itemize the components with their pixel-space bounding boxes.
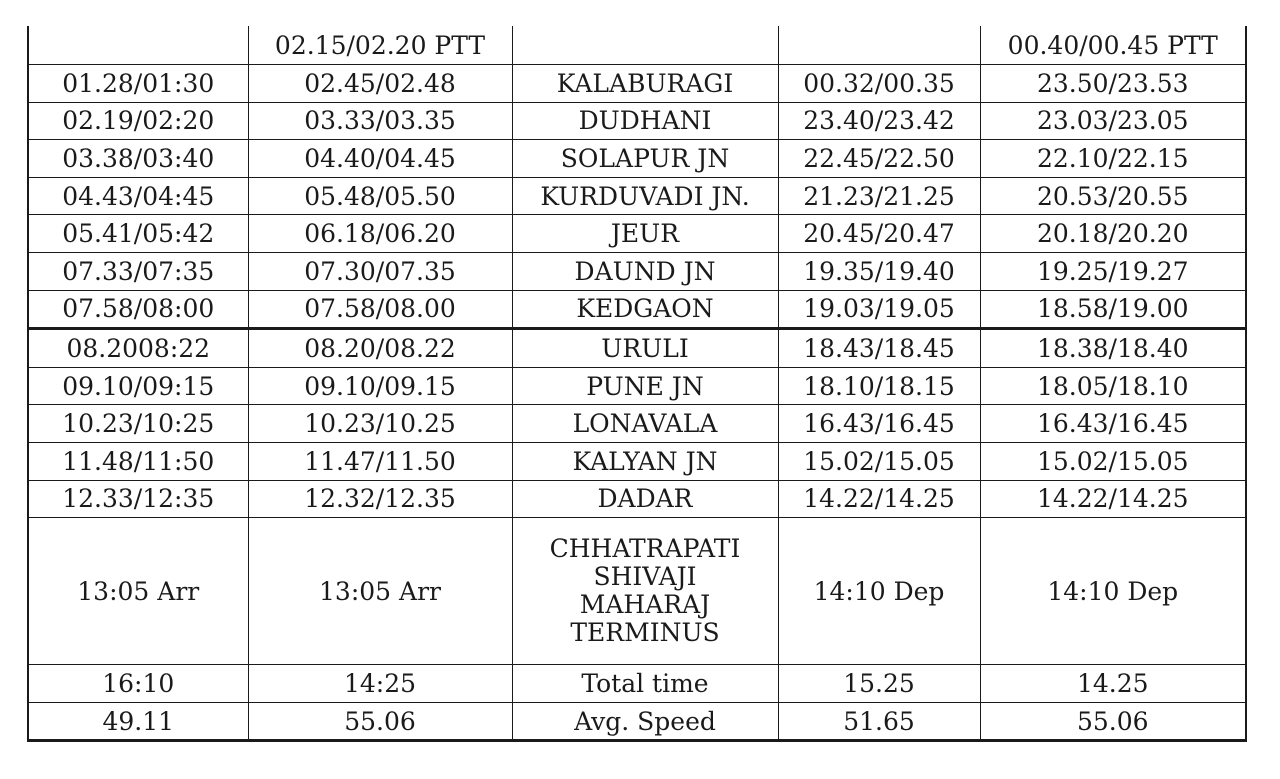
time-cell: 03.33/03.35 [248,102,512,140]
station-cell: DADAR [512,480,778,518]
station-name-line: TERMINUS [570,618,720,648]
time-cell: 12.32/12.35 [248,480,512,518]
table-row [28,442,1246,480]
time-cell: 18.58/19.00 [980,290,1246,329]
time-cell: 15.02/15.05 [980,442,1246,480]
time-cell: 23.40/23.42 [778,102,980,140]
time-cell: 10.23/10:25 [28,405,248,443]
time-cell [28,26,248,65]
table-row [28,177,1246,215]
time-cell: 22.10/22.15 [980,140,1246,178]
time-cell: 22.45/22.50 [778,140,980,178]
time-cell: 05.48/05.50 [248,177,512,215]
station-name-line: SHIVAJI [593,561,697,591]
time-cell: 15.02/15.05 [778,442,980,480]
time-cell: 14.22/14.25 [778,480,980,518]
time-cell: 09.10/09:15 [28,367,248,405]
time-cell: 20.45/20.47 [778,215,980,253]
timetable [27,26,1247,742]
station-name-line: MAHARAJ [579,590,711,620]
time-cell: 07.58/08.00 [248,290,512,329]
station-cell: URULI [512,329,778,368]
total-time-value: 14.25 [980,665,1246,703]
station-cell: KALABURAGI [512,65,778,103]
time-cell: 05.41/05:42 [28,215,248,253]
terminus-row [28,518,1246,665]
arrival-time-cell: 13:05 Arr [248,518,512,665]
avg-speed-value: 55.06 [980,702,1246,741]
time-cell: 11.48/11:50 [28,442,248,480]
time-cell: 18.10/18.15 [778,367,980,405]
time-cell: 16.43/16.45 [778,405,980,443]
time-cell: 19.35/19.40 [778,252,980,290]
station-cell: JEUR [512,215,778,253]
time-cell [778,26,980,65]
table-row [28,252,1246,290]
total-time-value: 14:25 [248,665,512,703]
avg-speed-value: 55.06 [248,702,512,741]
station-cell [512,26,778,65]
time-cell: 04.43/04:45 [28,177,248,215]
station-cell: DUDHANI [512,102,778,140]
time-cell: 04.40/04.45 [248,140,512,178]
departure-time-cell: 14:10 Dep [980,518,1246,665]
time-cell: 08.20/08.22 [248,329,512,368]
station-cell: SOLAPUR JN [512,140,778,178]
arrival-time-cell: 13:05 Arr [28,518,248,665]
time-cell: 03.38/03:40 [28,140,248,178]
time-cell: 08.2008:22 [28,329,248,368]
total-time-row [28,665,1246,703]
time-cell: 07.33/07:35 [28,252,248,290]
time-cell: 07.58/08:00 [28,290,248,329]
time-cell: 09.10/09.15 [248,367,512,405]
avg-speed-label: Avg. Speed [512,702,778,741]
departure-time-cell: 14:10 Dep [778,518,980,665]
table-row [28,367,1246,405]
time-cell: 19.25/19.27 [980,252,1246,290]
time-cell: 14.22/14.25 [980,480,1246,518]
table-row [28,140,1246,178]
station-cell: DAUND JN [512,252,778,290]
time-cell: 00.32/00.35 [778,65,980,103]
table-row [28,26,1246,65]
time-cell: 01.28/01:30 [28,65,248,103]
station-cell: PUNE JN [512,367,778,405]
time-cell: 20.53/20.55 [980,177,1246,215]
time-cell: 12.33/12:35 [28,480,248,518]
time-cell: 02.15/02.20 PTT [248,26,512,65]
time-cell: 02.19/02:20 [28,102,248,140]
total-time-value: 16:10 [28,665,248,703]
avg-speed-value: 51.65 [778,702,980,741]
time-cell: 06.18/06.20 [248,215,512,253]
time-cell: 00.40/00.45 PTT [980,26,1246,65]
time-cell: 10.23/10.25 [248,405,512,443]
time-cell: 18.43/18.45 [778,329,980,368]
table-row [28,65,1246,103]
station-cell: KEDGAON [512,290,778,329]
time-cell: 11.47/11.50 [248,442,512,480]
total-time-label: Total time [512,665,778,703]
total-time-value: 15.25 [778,665,980,703]
time-cell: 23.03/23.05 [980,102,1246,140]
table-row [28,290,1246,329]
time-cell: 21.23/21.25 [778,177,980,215]
time-cell: 02.45/02.48 [248,65,512,103]
station-cell: KURDUVADI JN. [512,177,778,215]
avg-speed-row [28,702,1246,741]
time-cell: 19.03/19.05 [778,290,980,329]
time-cell: 07.30/07.35 [248,252,512,290]
station-name-line: CHHATRAPATI [549,533,741,563]
time-cell: 18.05/18.10 [980,367,1246,405]
time-cell: 20.18/20.20 [980,215,1246,253]
station-cell: KALYAN JN [512,442,778,480]
table-row [28,480,1246,518]
avg-speed-value: 49.11 [28,702,248,741]
table-row [28,405,1246,443]
terminus-station-cell [512,518,778,665]
time-cell: 18.38/18.40 [980,329,1246,368]
table-row [28,215,1246,253]
station-cell: LONAVALA [512,405,778,443]
table-row [28,329,1246,368]
time-cell: 16.43/16.45 [980,405,1246,443]
time-cell: 23.50/23.53 [980,65,1246,103]
table-row [28,102,1246,140]
